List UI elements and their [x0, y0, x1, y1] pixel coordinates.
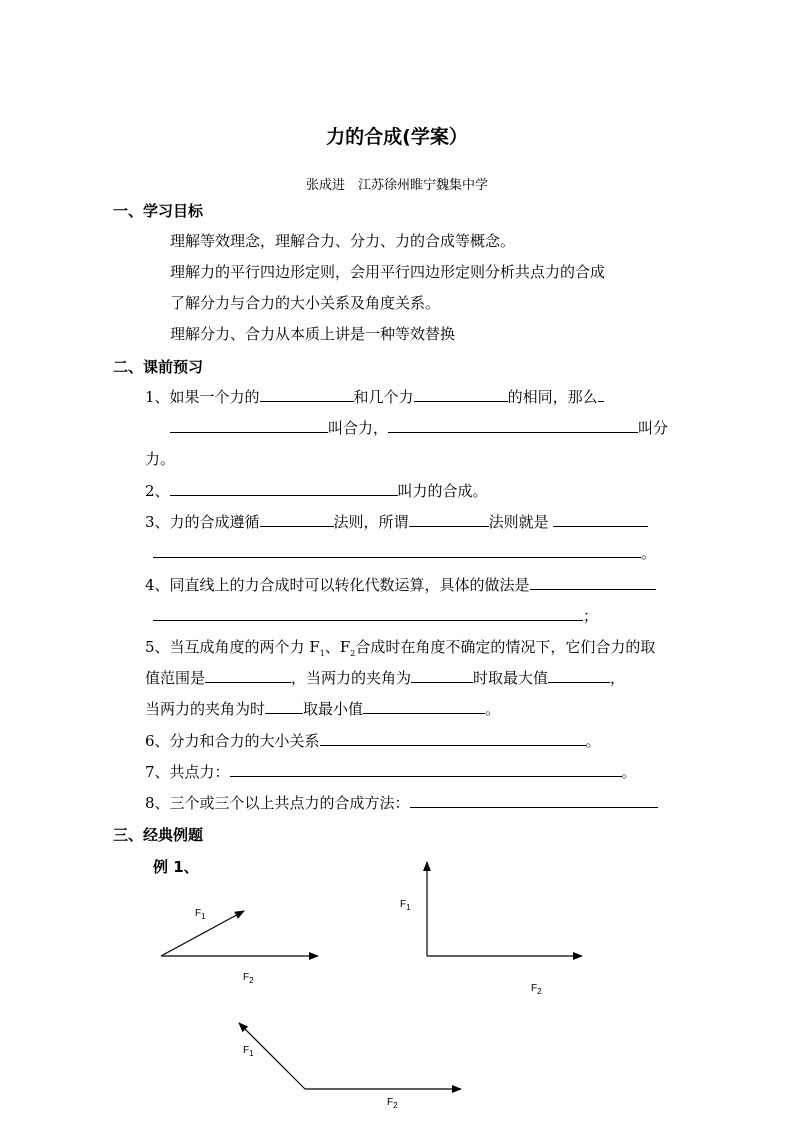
objective-item: 了解分力与合力的大小关系及角度关系。 [170, 294, 441, 312]
force-subscript: 2 [393, 1101, 398, 1110]
force-subscript: 2 [537, 987, 542, 996]
q5-text: 当两力的夹角为时 [145, 700, 266, 718]
q5-text: 。 [485, 700, 501, 718]
q5-text: ， [610, 669, 626, 687]
force-subscript: 1 [201, 912, 206, 921]
section-3-heading: 三、经典例题 [113, 826, 204, 844]
q5-text: ，当两力的夹角为 [291, 669, 412, 687]
q5-text: 、F [324, 638, 351, 656]
q1-text: 的相同，那么 [507, 388, 598, 406]
objective-item: 理解等效理念，理解合力、分力、力的合成等概念。 [170, 232, 516, 250]
section-2-heading: 二、课前预习 [113, 358, 204, 376]
q1-text: 和几个力 [353, 388, 414, 406]
q3-text: 法则就是 [488, 513, 549, 531]
q5-text: 取最小值 [303, 700, 364, 718]
q2-text: 叫力的合成。 [397, 482, 488, 500]
diagram-2-f1-label [400, 899, 411, 912]
force-symbol: F [400, 899, 407, 910]
force-symbol: F [195, 908, 202, 919]
q2-text: 2、 [145, 482, 170, 500]
diagram-2-f2-label [531, 983, 542, 996]
q3-text: 。 [641, 544, 657, 562]
objective-item: 理解力的平行四边形定则，会用平行四边形定则分析共点力的合成 [170, 263, 606, 281]
force-subscript: 1 [406, 903, 411, 912]
force-subscript: 2 [249, 976, 254, 985]
page-title: 力的合成(学案） [326, 126, 468, 148]
force-symbol: F [531, 983, 538, 994]
q6-text: 。 [585, 732, 601, 750]
q5-text: 时取最大值 [473, 669, 549, 687]
q5-text: 合成时在角度不确定的情况下，它们合力的取 [355, 638, 656, 656]
q5-text: 5、当互成角度的两个力 F [145, 638, 320, 656]
diagram-3-f2-label [387, 1097, 398, 1110]
q3-text: 法则，所谓 [333, 513, 409, 531]
diagram-3-f1-label [243, 1045, 254, 1058]
section-1-heading: 一、学习目标 [113, 202, 204, 220]
force-subscript: 1 [249, 1049, 254, 1058]
q6-text: 6、分力和合力的大小关系 [145, 732, 320, 750]
force-symbol: F [243, 1045, 250, 1056]
q5-text: 值范围是 [145, 669, 206, 687]
example-label: 例 1、 [153, 858, 199, 876]
force-symbol: F [387, 1097, 394, 1108]
q7-text: 7、共点力： [145, 763, 230, 781]
q1-text: 叫合力， [328, 419, 389, 437]
q3-text: 3、力的合成遵循 [145, 513, 260, 531]
q1-text: 1、如果一个力的 [145, 388, 260, 406]
objective-item: 理解分力、合力从本质上讲是一种等效替换 [170, 325, 456, 343]
diagram-1-f1-label [195, 908, 206, 921]
q4-text: ； [583, 607, 599, 625]
diagram-1-f2-label [243, 972, 254, 985]
force-symbol: F [243, 972, 250, 983]
author-line: 张成进 江苏徐州睢宁魏集中学 [305, 178, 488, 193]
q7-text: 。 [621, 763, 637, 781]
q5-subscript: 1 [319, 649, 325, 658]
q4-text: 4、同直线上的力合成时可以转化代数运算，具体的做法是 [145, 576, 530, 594]
q8-text: 8、三个或三个以上共点力的合成方法： [145, 794, 410, 812]
q5-subscript: 2 [350, 649, 356, 658]
question-1-line-3: 力。 [145, 450, 176, 468]
q1-text: 叫分 [638, 419, 669, 437]
